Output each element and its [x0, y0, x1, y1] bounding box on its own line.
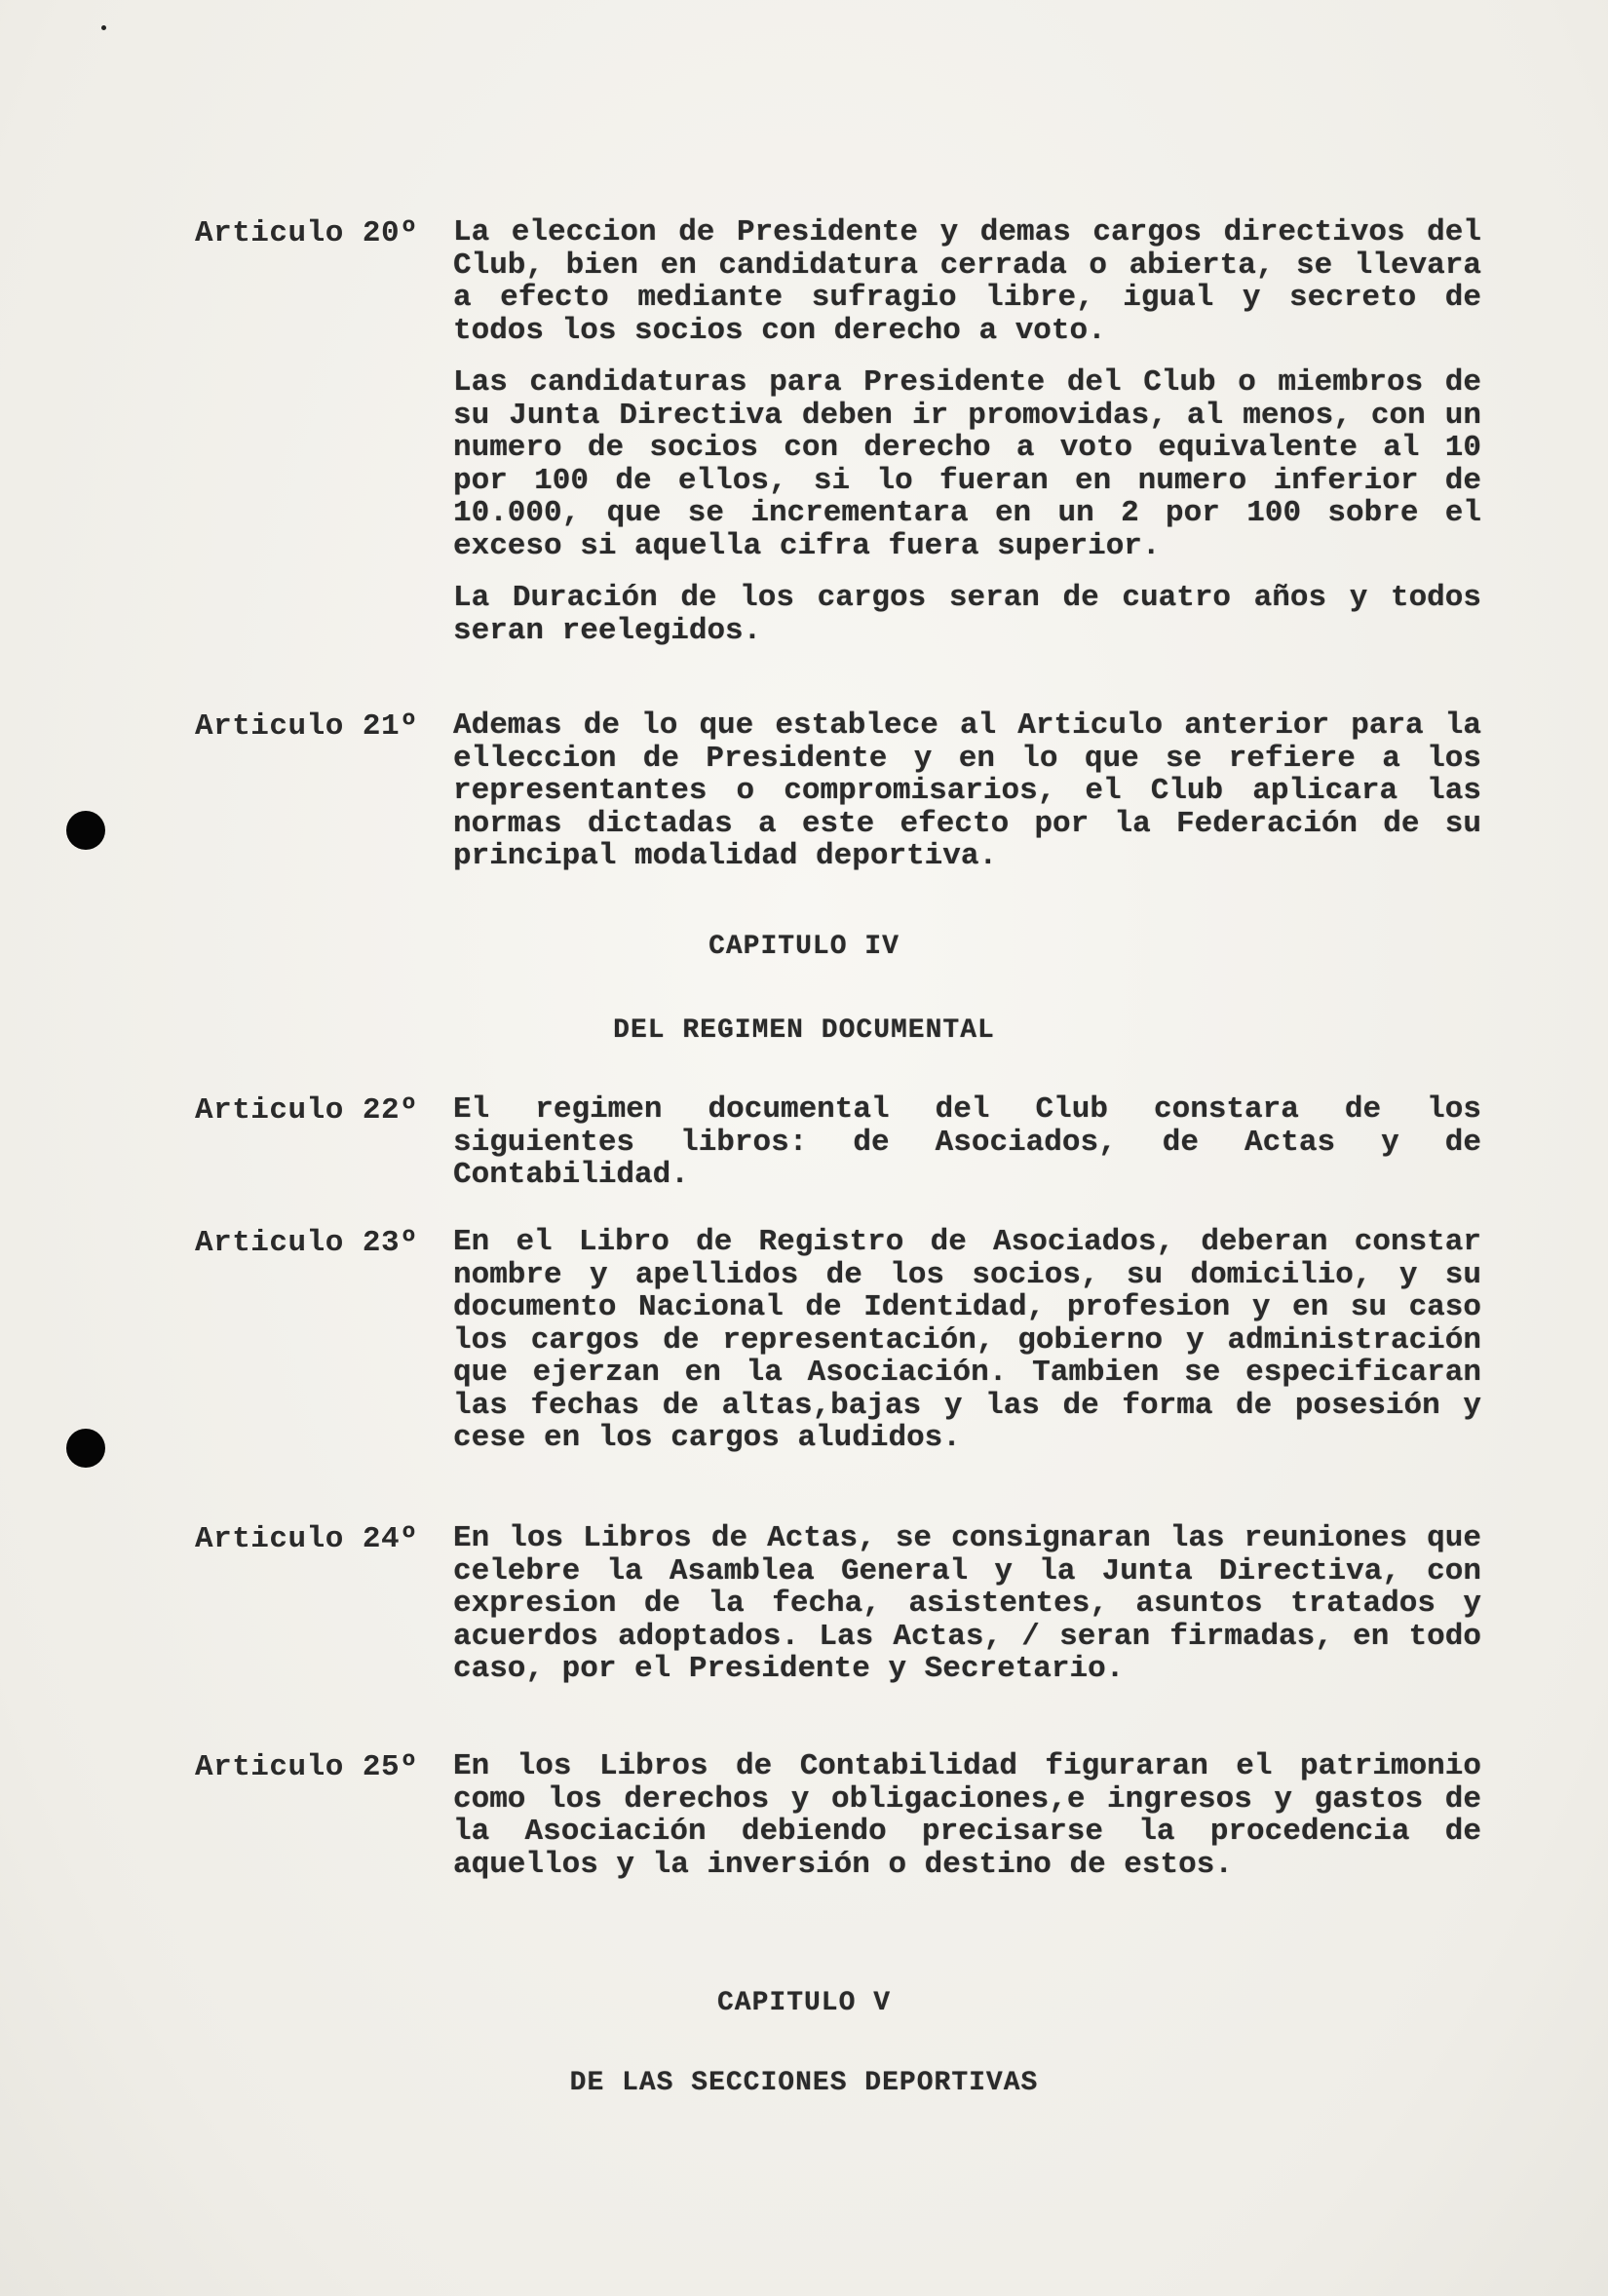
article-label: Articulo 22º: [195, 1093, 419, 1128]
article-body: [453, 1750, 1481, 1900]
article-body: [453, 1226, 1481, 1474]
chapter-heading: CAPITULO V: [716, 1988, 892, 2018]
chapter-title: DE LAS SECCIONES DEPORTIVAS: [569, 2068, 1039, 2098]
punch-hole-bottom: [66, 1429, 105, 1468]
article-label: Articulo 20º: [195, 216, 419, 250]
article-paragraph: En el Libro de Registro de Asociados, deberan constar nombre y apellidos de los socios, su domicilio, y su documento Nacional de Identidad, profesion y en su caso los cargos de representación, gobierno y administración que ejerzan en la Asociación. Tambien se especificaran las fechas de altas,bajas y las de forma de posesión y cese en los cargos aludidos.: [453, 1225, 1481, 1455]
article-paragraph: El regimen documental del Club constara de los siguientes libros: de Asociados, de Actas y de Contabilidad.: [453, 1092, 1481, 1192]
article-label: Articulo 21º: [195, 709, 419, 744]
article-paragraph: En los Libros de Actas, se consignaran las reuniones que celebre la Asamblea General y la Junta Directiva, con expresion de la fecha, asistentes, asuntos tratados y acuerdos adoptados. Las Actas, / seran firmadas, en todo caso, por el Presidente y Secretario.: [453, 1521, 1481, 1686]
chapter-heading: CAPITULO IV: [708, 932, 900, 962]
article-label: Articulo 25º: [195, 1750, 419, 1784]
article-body: [453, 709, 1481, 893]
article-label: Articulo 24º: [195, 1522, 419, 1556]
ink-speck: [101, 25, 106, 30]
article-paragraph: Las candidaturas para Presidente del Club o miembros de su Junta Directiva deben ir promovidas, al menos, con un numero de socios con derecho a voto equivalente al 10 por 100 de ellos, si lo fueran en numero inferior de 10.000, que se incrementara en un 2 por 100 sobre el exceso si aquella cifra fuera superior.: [453, 365, 1481, 563]
punch-hole-top: [66, 811, 105, 850]
chapter-title: DEL REGIMEN DOCUMENTAL: [613, 1015, 995, 1046]
article-paragraph: En los Libros de Contabilidad figuraran el patrimonio como los derechos y obligaciones,e ingresos y gastos de la Asociación debiendo precisarse la procedencia de aquellos y la inversión o destino de estos.: [453, 1749, 1481, 1882]
article-paragraph: La eleccion de Presidente y demas cargos directivos del Club, bien en candidatura cerrada o abierta, se llevara a efecto mediante sufragio libre, igual y secreto de todos los socios con derecho a voto.: [453, 215, 1481, 348]
article-label: Articulo 23º: [195, 1226, 419, 1260]
article-paragraph: Ademas de lo que establece al Articulo anterior para la elleccion de Presidente y en lo que se refiere a los representantes o compromisarios, el Club aplicara las normas dictadas a este efecto por la Federación de su principal modalidad deportiva.: [453, 708, 1481, 873]
article-body: [453, 1522, 1481, 1705]
article-body: [453, 1093, 1481, 1211]
article-paragraph: La Duración de los cargos seran de cuatro años y todos seran reelegidos.: [453, 581, 1481, 648]
article-body: [453, 216, 1481, 667]
